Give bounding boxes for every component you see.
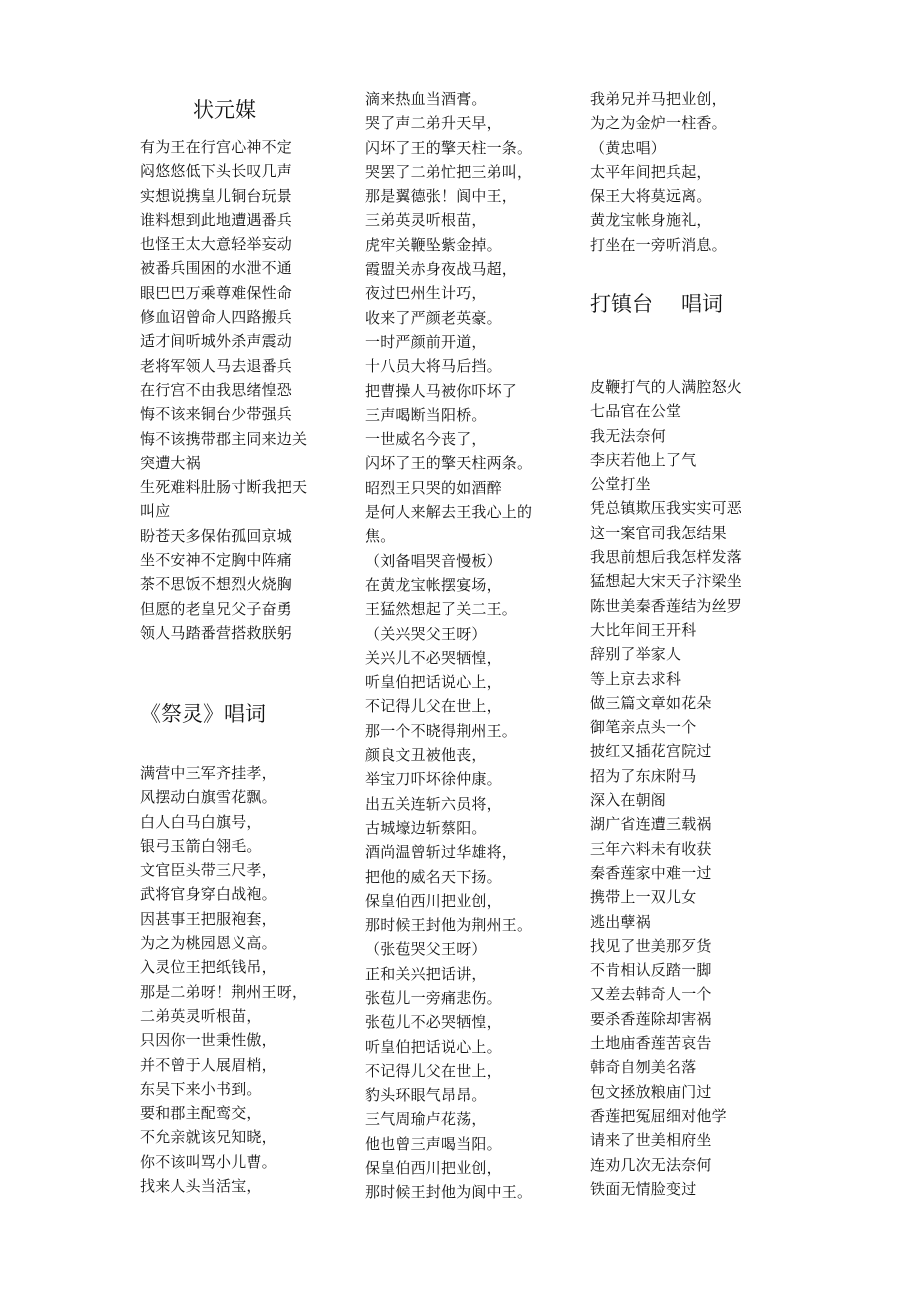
lyric-line: 找见了世美那歹货 — [590, 936, 712, 955]
lyric-line: 武将官身穿白战袍。 — [140, 885, 277, 904]
lyric-line: 保皇伯西川把业创， — [365, 1159, 502, 1178]
lyric-line: （刘备唱哭音慢板） — [365, 551, 502, 570]
lyric-line: 我思前想后我怎样发落 — [590, 548, 743, 567]
lyric-line: 披红又插花宫院过 — [590, 742, 712, 761]
lyric-line: 不记得儿父在世上， — [365, 697, 502, 716]
lyric-line: 为之为金炉一柱香。 — [590, 114, 727, 133]
lyric-line: 出五关连斩六员将， — [365, 794, 502, 813]
lyric-line: 茶不思饭不想烈火烧胸 — [140, 575, 293, 594]
lyric-line: 修血诏曾命人四路搬兵 — [140, 308, 293, 327]
lyric-line: 哭了声二弟升天早， — [365, 114, 502, 133]
lyric-line: 连劝几次无法奈何 — [590, 1155, 712, 1174]
lyric-line: 打坐在一旁听消息。 — [590, 235, 727, 254]
lyric-line: 找来人头当活宝， — [140, 1177, 262, 1196]
lyric-line: 叫应 — [140, 502, 171, 521]
lyric-line: 携带上一双儿女 — [590, 888, 697, 907]
lyric-line: 领人马踏番营搭救朕躬 — [140, 623, 293, 642]
lyrics-jiling — [140, 761, 307, 1198]
lyric-line: 十八员大将马后挡。 — [365, 357, 502, 376]
lyric-line: 被番兵围困的水泄不通 — [140, 259, 293, 278]
lyric-line: 那一个不晓得荆州王。 — [365, 721, 518, 740]
lyric-line: 听皇伯把话说心上， — [365, 673, 502, 692]
lyric-line: 他也曾三声喝当阳。 — [365, 1134, 502, 1153]
lyric-line: 包文拯放粮庙门过 — [590, 1082, 712, 1101]
lyric-line: 霞盟关赤身夜战马超， — [365, 260, 518, 279]
lyric-line: 三气周瑜卢花荡， — [365, 1110, 487, 1129]
lyric-line: 凭总镇欺压我实实可恶 — [590, 499, 743, 518]
lyric-line: （张苞哭父王呀） — [365, 940, 487, 959]
lyric-line: 黄龙宝帐身施礼， — [590, 211, 712, 230]
title-zhuangyuanmei: 状元媒 — [193, 98, 256, 122]
lyric-line: 我无法奈何 — [590, 426, 667, 445]
lyric-line: 香莲把冤屈细对他学 — [590, 1106, 727, 1125]
lyric-line: 颜良文丑被他丧， — [365, 746, 487, 765]
lyric-line: 闷悠悠低下头长叹几声 — [140, 162, 293, 181]
lyric-line: 银弓玉箭白翎毛。 — [140, 836, 262, 855]
lyric-line: 为之为桃园恩义高。 — [140, 934, 277, 953]
lyric-line: 正和关兴把话讲， — [365, 964, 487, 983]
lyric-line: 七品官在公堂 — [590, 402, 682, 421]
lyric-line: 招为了东床附马 — [590, 766, 697, 785]
lyric-line: 关兴儿不必哭牺惶， — [365, 648, 502, 667]
lyric-line: 湖广省连遭三载祸 — [590, 815, 712, 834]
lyric-line: 听皇伯把话说心上。 — [365, 1037, 502, 1056]
lyric-line: 太平年间把兵起， — [590, 162, 712, 181]
lyric-line: 一时严颜前开道， — [365, 332, 487, 351]
lyric-line: 悔不该携带郡主同来边关 — [140, 429, 308, 448]
lyric-line: 虎牢关鞭坠紫金掉。 — [365, 235, 502, 254]
lyric-line: 一世威名今丧了， — [365, 430, 487, 449]
lyric-line: 有为王在行宫心神不定 — [140, 138, 293, 156]
lyric-line: 把他的威名天下扬。 — [365, 867, 502, 886]
lyric-line: 公堂打坐 — [590, 475, 651, 494]
lyric-line: 三声喝断当阳桥。 — [365, 405, 487, 424]
lyric-line: 但愿的老皇兄父子奋勇 — [140, 599, 293, 618]
title-jiling: 《祭灵》唱词 — [140, 702, 266, 726]
lyric-line: 要杀香莲除却害祸 — [590, 1009, 712, 1028]
lyric-line: 陈世美秦香莲结为丝罗 — [590, 596, 743, 615]
lyric-line: 王猛然想起了关二王。 — [365, 600, 518, 619]
lyric-line: 三弟英灵听根苗， — [365, 211, 487, 230]
lyric-line: 文官臣头带三尺孝， — [140, 861, 277, 880]
lyric-line: 那是翼德张！阆中王， — [365, 187, 518, 206]
lyric-line: 在行宫不由我思绪惶恐 — [140, 380, 293, 399]
title-dazhentai-part1: 打镇台 — [590, 292, 653, 316]
lyrics-dazhentai — [590, 375, 742, 1201]
lyric-line: 白人白马白旗号， — [140, 812, 262, 831]
lyric-line: 古城壕边斩蔡阳。 — [365, 818, 487, 837]
lyric-line: 焦。 — [365, 527, 396, 546]
lyrics-zhuangyuanmei — [140, 135, 307, 645]
lyric-line: 保皇伯西川把业创， — [365, 891, 502, 910]
lyric-line: 坐不安神不定胸中阵痛 — [140, 551, 293, 570]
lyric-line: 适才间听城外杀声震动 — [140, 332, 293, 351]
lyric-line: 盼苍天多保佑孤回京城 — [140, 526, 293, 545]
lyric-line: 三年六料未有收获 — [590, 839, 712, 858]
lyric-line: 等上京去求科 — [590, 669, 682, 688]
lyric-line: （关兴哭父王呀） — [365, 624, 487, 643]
lyric-line: 秦香莲家中难一过 — [590, 863, 712, 882]
lyric-line: 逃出孽祸 — [590, 912, 651, 931]
lyric-line: 是何人来解去王我心上的 — [365, 503, 533, 522]
lyric-line: 深入在朝阁 — [590, 791, 667, 810]
lyric-line: 收来了严颜老英豪。 — [365, 308, 502, 327]
lyric-line: 张苞儿不必哭牺惶， — [365, 1013, 502, 1032]
lyric-line: 酒尚温曾斩过华雄将， — [365, 843, 518, 862]
lyric-line: 突遭大祸 — [140, 453, 201, 472]
lyric-line: 这一案官司我怎结果 — [590, 523, 727, 542]
lyric-line: 老将军领人马去退番兵 — [140, 356, 293, 375]
lyric-line: 铁面无情脸变过 — [590, 1179, 697, 1198]
lyric-line: 谁料想到此地遭遇番兵 — [140, 210, 293, 229]
lyric-line: 闪坏了王的擎天柱两条。 — [365, 454, 533, 473]
lyric-line: 举宝刀吓坏徐仲康。 — [365, 770, 502, 789]
lyric-line: 御笔亲点头一个 — [590, 718, 697, 737]
lyric-line: 土地庙香莲苦哀告 — [590, 1034, 712, 1053]
lyric-line: 那时候王封他为阆中王。 — [365, 1183, 533, 1202]
title-dazhentai — [590, 290, 723, 318]
lyric-line: 只因你一世秉性傲， — [140, 1031, 277, 1050]
lyric-line: 张苞儿一旁痛悲伤。 — [365, 988, 502, 1007]
lyric-line: 滴来热血当酒膏。 — [365, 90, 487, 108]
lyric-line: 闪坏了王的擎天柱一条。 — [365, 138, 533, 157]
lyric-line: 二弟英灵听根苗， — [140, 1006, 262, 1025]
lyric-line: 也怪王太大意轻举妄动 — [140, 235, 293, 254]
lyric-line: 猛想起大宋天子汴梁坐 — [590, 572, 743, 591]
lyric-line: 大比年间王开科 — [590, 620, 697, 639]
lyric-line: 做三篇文章如花朵 — [590, 693, 712, 712]
lyrics-jiling-ending — [590, 87, 727, 257]
lyric-line: 请来了世美相府坐 — [590, 1131, 712, 1150]
lyric-line: 哭罢了二弟忙把三弟叫， — [365, 162, 533, 181]
lyric-line: 你不该叫骂小儿曹。 — [140, 1152, 277, 1171]
lyric-line: 辞别了举家人 — [590, 645, 682, 664]
lyric-line: 风摆动白旗雪花飘。 — [140, 788, 277, 807]
lyric-line: 在黄龙宝帐摆宴场， — [365, 575, 502, 594]
lyric-line: 不允亲就该兄知晓， — [140, 1128, 277, 1147]
lyrics-jiling-continued — [365, 87, 532, 1205]
lyric-line: 悔不该来铜台少带强兵 — [140, 405, 293, 424]
lyric-line: 因甚事王把服袍套， — [140, 909, 277, 928]
lyric-line: 豹头环眼气昂昂。 — [365, 1086, 487, 1105]
lyric-line: 把曹操人马被你吓坏了 — [365, 381, 518, 400]
lyric-line: 皮鞭打气的人满腔怒火 — [590, 378, 743, 396]
lyric-line: 不记得儿父在世上， — [365, 1061, 502, 1080]
lyric-line: 生死难料肚肠寸断我把天 — [140, 478, 308, 497]
lyric-line: 满营中三军齐挂孝， — [140, 764, 277, 782]
lyric-line: 李庆若他上了气 — [590, 450, 697, 469]
lyric-line: 保王大将莫远离。 — [590, 187, 712, 206]
lyric-line: 韩奇自刎美名落 — [590, 1058, 697, 1077]
lyric-line: （黄忠唱） — [590, 138, 667, 157]
lyric-line: 不肯相认反踏一脚 — [590, 961, 712, 980]
lyric-line: 实想说携皇儿铜台玩景 — [140, 186, 293, 205]
lyric-line: 并不曾于人展眉梢， — [140, 1055, 277, 1074]
lyric-line: 要和郡主配鸾交， — [140, 1104, 262, 1123]
lyric-line: 东吴下来小书到。 — [140, 1079, 262, 1098]
lyric-line: 昭烈王只哭的如酒醉 — [365, 478, 502, 497]
lyric-line: 那时候王封他为荆州王。 — [365, 916, 533, 935]
lyric-line: 入灵位王把纸钱吊， — [140, 958, 277, 977]
lyric-line: 夜过巴州生计巧， — [365, 284, 487, 303]
lyric-line: 那是二弟呀！荆州王呀， — [140, 982, 308, 1001]
lyric-line: 眼巴巴万乘尊难保性命 — [140, 283, 293, 302]
lyric-line: 又差去韩奇人一个 — [590, 985, 712, 1004]
lyric-line: 我弟兄并马把业创， — [590, 90, 727, 108]
title-dazhentai-part2: 唱词 — [681, 292, 723, 316]
